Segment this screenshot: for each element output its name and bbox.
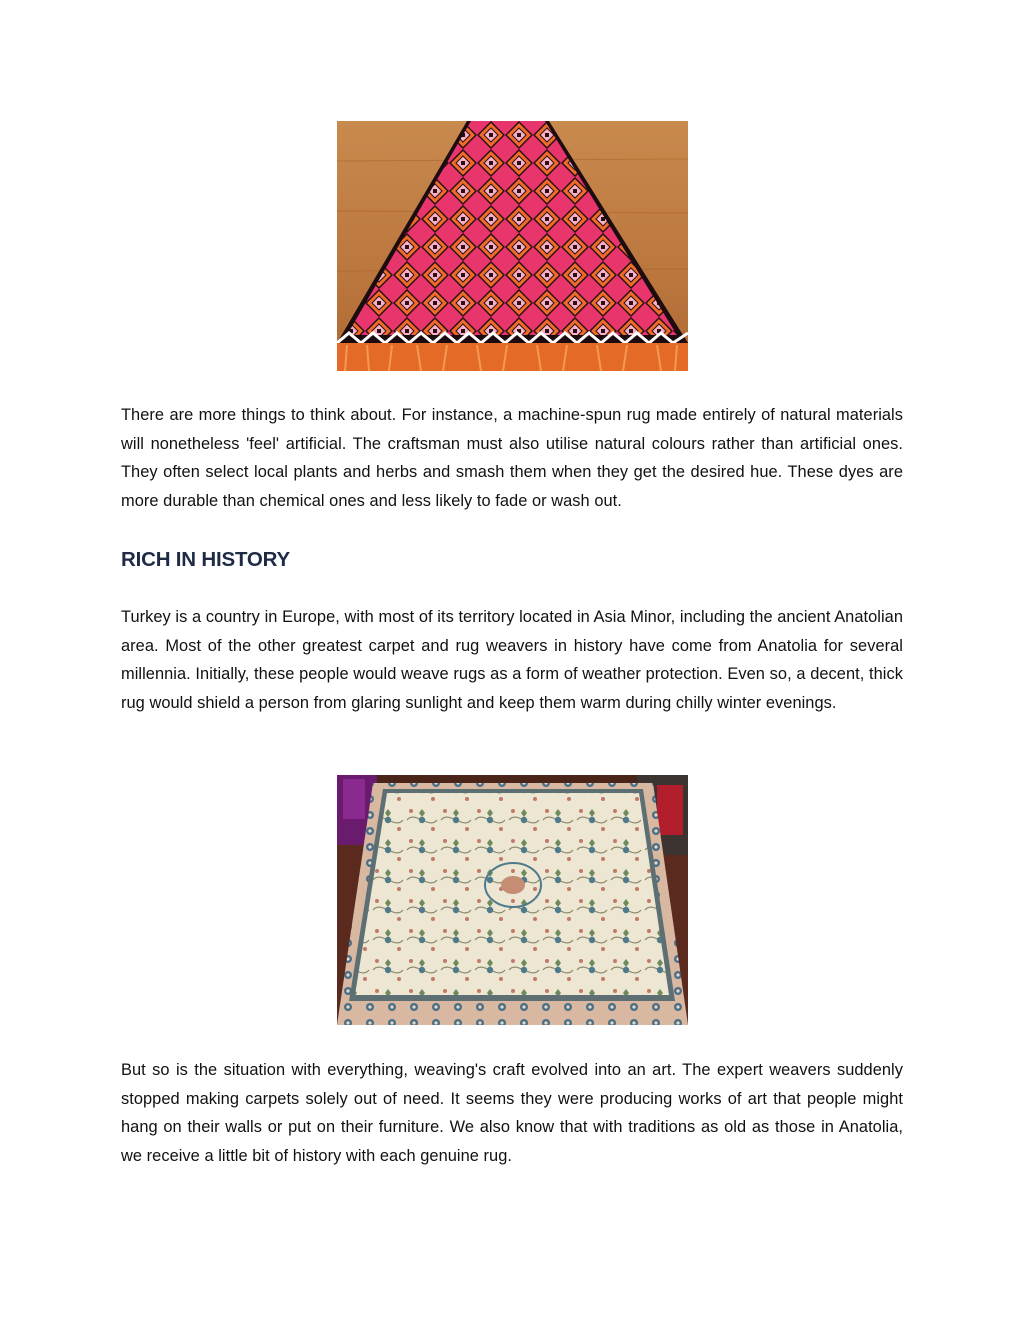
section-heading: RICH IN HISTORY bbox=[121, 548, 290, 571]
kilim-runner-rug-image bbox=[337, 121, 688, 371]
floral-oushak-rug-image bbox=[337, 775, 688, 1025]
history-paragraph: Turkey is a country in Europe, with most of its territory located in Asia Minor, including the ancient Anatolian area. Most of the other greatest carpet and rug weavers in history have come from Anatolia for several millennia. Initially, these people would weave rugs as a form of weather protection. Even so, a decent, thick rug would shield a person from glaring sunlight and keep them warm during chilly winter evenings. bbox=[121, 608, 903, 712]
intro-paragraph: There are more things to think about. For instance, a machine-spun rug made entirely of natural materials will nonetheless 'feel' artificial. The craftsman must also utilise natural colours rather than artificial ones. They often select local plants and herbs and smash them when they get the desired hue. These dyes are more durable than chemical ones and less likely to fade or wash out. bbox=[121, 406, 903, 510]
art-paragraph: But so is the situation with everything, weaving's craft evolved into an art. The expert weavers suddenly stopped making carpets solely out of need. It seems they were producing works of art that people might hang on their walls or put on their furniture. We also know that with traditions as old as those in Anatolia, we receive a little bit of history with each genuine rug. bbox=[121, 1061, 903, 1165]
